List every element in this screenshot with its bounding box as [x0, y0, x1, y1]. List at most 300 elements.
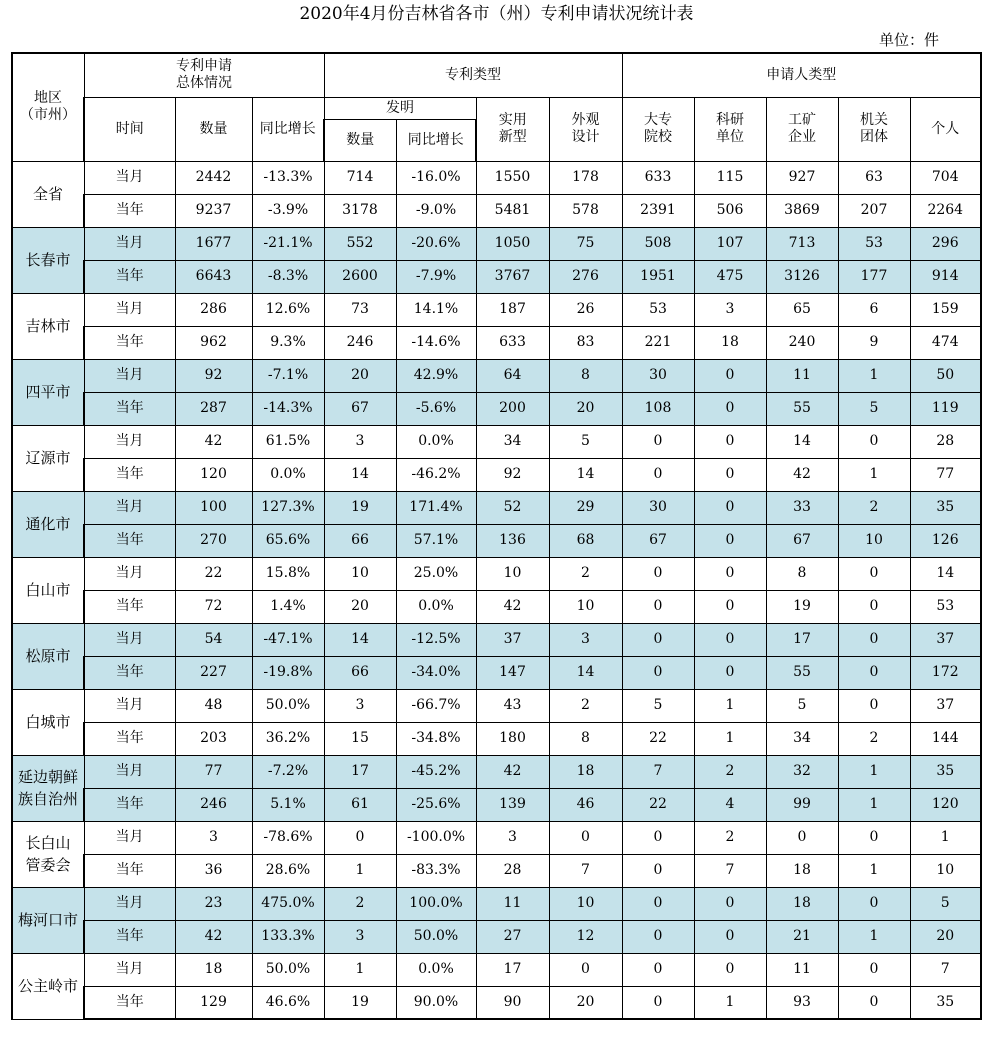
value-cell: 0 — [694, 524, 766, 557]
region-cell: 松原市 — [12, 623, 84, 689]
value-cell: 0 — [622, 854, 694, 887]
value-cell: 65.6% — [252, 524, 324, 557]
time-cell: 当年 — [84, 590, 175, 623]
value-cell: 207 — [838, 194, 910, 227]
table-row — [12, 920, 981, 953]
time-cell: 当月 — [84, 425, 175, 458]
value-cell: -34.0% — [396, 656, 476, 689]
value-cell: 6643 — [175, 260, 252, 293]
value-cell: 120 — [175, 458, 252, 491]
value-cell: 240 — [766, 326, 838, 359]
value-cell: 0 — [622, 557, 694, 590]
value-cell: 11 — [766, 953, 838, 986]
value-cell: 474 — [910, 326, 981, 359]
value-cell: 100.0% — [396, 887, 476, 920]
value-cell: 73 — [324, 293, 396, 326]
value-cell: 3869 — [766, 194, 838, 227]
value-cell: 10 — [549, 887, 622, 920]
value-cell: 3 — [324, 425, 396, 458]
value-cell: 20 — [549, 392, 622, 425]
time-cell: 当月 — [84, 359, 175, 392]
count-header: 数量 — [175, 97, 252, 161]
value-cell: 92 — [175, 359, 252, 392]
research-header: 科研 单位 — [694, 97, 766, 161]
value-cell: -8.3% — [252, 260, 324, 293]
value-cell: 1050 — [476, 227, 549, 260]
value-cell: 2264 — [910, 194, 981, 227]
value-cell: 9 — [838, 326, 910, 359]
time-cell: 当年 — [84, 788, 175, 821]
value-cell: 14 — [910, 557, 981, 590]
value-cell: 10 — [838, 524, 910, 557]
value-cell: 0 — [694, 887, 766, 920]
value-cell: 28 — [476, 854, 549, 887]
individual-header: 个人 — [910, 97, 981, 161]
value-cell: 144 — [910, 722, 981, 755]
table-row — [12, 359, 981, 392]
value-cell: 61.5% — [252, 425, 324, 458]
value-cell: -12.5% — [396, 623, 476, 656]
value-cell: 42 — [476, 590, 549, 623]
value-cell: 12 — [549, 920, 622, 953]
value-cell: 0 — [694, 392, 766, 425]
value-cell: 0 — [622, 953, 694, 986]
value-cell: 18 — [549, 755, 622, 788]
value-cell: 34 — [766, 722, 838, 755]
value-cell: 2442 — [175, 161, 252, 194]
value-cell: 20 — [324, 590, 396, 623]
value-cell: 15.8% — [252, 557, 324, 590]
value-cell: 18 — [766, 854, 838, 887]
value-cell: 200 — [476, 392, 549, 425]
time-cell: 当月 — [84, 689, 175, 722]
value-cell: 72 — [175, 590, 252, 623]
value-cell: 187 — [476, 293, 549, 326]
value-cell: 0 — [838, 986, 910, 1019]
value-cell: 1 — [324, 854, 396, 887]
time-cell: 当年 — [84, 194, 175, 227]
value-cell: 19 — [766, 590, 838, 623]
value-cell: 0 — [622, 920, 694, 953]
value-cell: -34.8% — [396, 722, 476, 755]
value-cell: 29 — [549, 491, 622, 524]
region-cell: 四平市 — [12, 359, 84, 425]
value-cell: 0 — [622, 425, 694, 458]
value-cell: -14.3% — [252, 392, 324, 425]
value-cell: -7.1% — [252, 359, 324, 392]
value-cell: 475 — [694, 260, 766, 293]
value-cell: 57.1% — [396, 524, 476, 557]
value-cell: 159 — [910, 293, 981, 326]
value-cell: -21.1% — [252, 227, 324, 260]
value-cell: 11 — [766, 359, 838, 392]
value-cell: 0 — [766, 821, 838, 854]
value-cell: 3 — [549, 623, 622, 656]
value-cell: 914 — [910, 260, 981, 293]
value-cell: 508 — [622, 227, 694, 260]
value-cell: 5.1% — [252, 788, 324, 821]
design-header: 外观 设计 — [549, 97, 622, 161]
table-row — [12, 590, 981, 623]
table-row — [12, 491, 981, 524]
table-row — [12, 788, 981, 821]
value-cell: 1 — [694, 689, 766, 722]
value-cell: 17 — [324, 755, 396, 788]
value-cell: 10 — [476, 557, 549, 590]
value-cell: 246 — [324, 326, 396, 359]
value-cell: 7 — [622, 755, 694, 788]
value-cell: 100 — [175, 491, 252, 524]
value-cell: 20 — [324, 359, 396, 392]
value-cell: 10 — [324, 557, 396, 590]
table-row — [12, 227, 981, 260]
value-cell: 35 — [910, 491, 981, 524]
value-cell: 23 — [175, 887, 252, 920]
value-cell: 25.0% — [396, 557, 476, 590]
value-cell: -83.3% — [396, 854, 476, 887]
value-cell: 5 — [766, 689, 838, 722]
value-cell: 5 — [549, 425, 622, 458]
value-cell: 127.3% — [252, 491, 324, 524]
value-cell: 0.0% — [396, 425, 476, 458]
time-cell: 当月 — [84, 821, 175, 854]
table-row — [12, 821, 981, 854]
value-cell: 3178 — [324, 194, 396, 227]
value-cell: 2 — [838, 491, 910, 524]
value-cell: 26 — [549, 293, 622, 326]
table-row — [12, 458, 981, 491]
value-cell: 2 — [694, 821, 766, 854]
value-cell: 0 — [694, 458, 766, 491]
value-cell: 10 — [549, 590, 622, 623]
value-cell: 2 — [549, 689, 622, 722]
value-cell: 20 — [910, 920, 981, 953]
value-cell: 18 — [175, 953, 252, 986]
value-cell: 5 — [838, 392, 910, 425]
region-cell: 辽源市 — [12, 425, 84, 491]
value-cell: 172 — [910, 656, 981, 689]
value-cell: 7 — [549, 854, 622, 887]
time-cell: 当年 — [84, 524, 175, 557]
value-cell: 17 — [476, 953, 549, 986]
value-cell: 552 — [324, 227, 396, 260]
value-cell: 0 — [694, 623, 766, 656]
value-cell: 177 — [838, 260, 910, 293]
value-cell: 108 — [622, 392, 694, 425]
value-cell: 5 — [910, 887, 981, 920]
value-cell: 0 — [622, 887, 694, 920]
applicant-type-header: 申请人类型 — [622, 53, 981, 97]
value-cell: 0 — [622, 458, 694, 491]
value-cell: 286 — [175, 293, 252, 326]
value-cell: -9.0% — [396, 194, 476, 227]
value-cell: 578 — [549, 194, 622, 227]
value-cell: 296 — [910, 227, 981, 260]
value-cell: 107 — [694, 227, 766, 260]
value-cell: 10 — [910, 854, 981, 887]
value-cell: 133.3% — [252, 920, 324, 953]
value-cell: 3 — [324, 689, 396, 722]
time-cell: 当年 — [84, 260, 175, 293]
table-row — [12, 425, 981, 458]
value-cell: -45.2% — [396, 755, 476, 788]
value-cell: 0 — [622, 656, 694, 689]
value-cell: 66 — [324, 524, 396, 557]
value-cell: 1 — [324, 953, 396, 986]
value-cell: 42 — [175, 920, 252, 953]
value-cell: 276 — [549, 260, 622, 293]
region-cell: 公主岭市 — [12, 953, 84, 1019]
value-cell: 11 — [476, 887, 549, 920]
value-cell: 35 — [910, 986, 981, 1019]
value-cell: 14 — [549, 656, 622, 689]
value-cell: 0.0% — [252, 458, 324, 491]
value-cell: 99 — [766, 788, 838, 821]
value-cell: 227 — [175, 656, 252, 689]
value-cell: 17 — [766, 623, 838, 656]
table-row — [12, 623, 981, 656]
value-cell: 962 — [175, 326, 252, 359]
invention-header: 发明 — [324, 97, 476, 119]
value-cell: 42.9% — [396, 359, 476, 392]
value-cell: -7.2% — [252, 755, 324, 788]
value-cell: 1 — [838, 755, 910, 788]
time-cell: 当月 — [84, 623, 175, 656]
value-cell: 22 — [622, 788, 694, 821]
value-cell: 0 — [838, 623, 910, 656]
region-cell: 长春市 — [12, 227, 84, 293]
value-cell: 20 — [549, 986, 622, 1019]
value-cell: 2391 — [622, 194, 694, 227]
value-cell: 18 — [766, 887, 838, 920]
time-cell: 当月 — [84, 887, 175, 920]
value-cell: 27 — [476, 920, 549, 953]
value-cell: 67 — [622, 524, 694, 557]
patent-type-header: 专利类型 — [324, 53, 622, 97]
value-cell: 0 — [838, 425, 910, 458]
value-cell: 0 — [838, 557, 910, 590]
value-cell: 1 — [838, 788, 910, 821]
value-cell: 14 — [549, 458, 622, 491]
value-cell: 8 — [549, 722, 622, 755]
yoy-header: 同比增长 — [252, 97, 324, 161]
value-cell: 0 — [694, 590, 766, 623]
region-cell: 梅河口市 — [12, 887, 84, 953]
table-row — [12, 293, 981, 326]
region-cell: 白山市 — [12, 557, 84, 623]
value-cell: 1550 — [476, 161, 549, 194]
value-cell: 0 — [838, 821, 910, 854]
value-cell: 0 — [622, 590, 694, 623]
value-cell: -16.0% — [396, 161, 476, 194]
value-cell: 0 — [838, 953, 910, 986]
value-cell: 48 — [175, 689, 252, 722]
value-cell: 37 — [910, 623, 981, 656]
time-cell: 当年 — [84, 854, 175, 887]
value-cell: 83 — [549, 326, 622, 359]
value-cell: 42 — [175, 425, 252, 458]
value-cell: 32 — [766, 755, 838, 788]
value-cell: 93 — [766, 986, 838, 1019]
value-cell: 0 — [622, 623, 694, 656]
value-cell: 5481 — [476, 194, 549, 227]
value-cell: 46.6% — [252, 986, 324, 1019]
value-cell: 1 — [838, 920, 910, 953]
value-cell: 4 — [694, 788, 766, 821]
time-cell: 当年 — [84, 458, 175, 491]
time-cell: 当月 — [84, 293, 175, 326]
value-cell: 1951 — [622, 260, 694, 293]
table-row — [12, 953, 981, 986]
value-cell: 43 — [476, 689, 549, 722]
statistics-table — [11, 52, 982, 1020]
value-cell: 2 — [694, 755, 766, 788]
value-cell: 66 — [324, 656, 396, 689]
table-row — [12, 326, 981, 359]
table-row — [12, 392, 981, 425]
value-cell: 1 — [838, 458, 910, 491]
value-cell: 55 — [766, 392, 838, 425]
value-cell: 0 — [549, 821, 622, 854]
value-cell: 3767 — [476, 260, 549, 293]
value-cell: 2600 — [324, 260, 396, 293]
value-cell: 1 — [694, 722, 766, 755]
college-header: 大专 院校 — [622, 97, 694, 161]
value-cell: 33 — [766, 491, 838, 524]
value-cell: 50 — [910, 359, 981, 392]
value-cell: 178 — [549, 161, 622, 194]
value-cell: 14 — [766, 425, 838, 458]
value-cell: 77 — [175, 755, 252, 788]
overall-header: 专利申请 总体情况 — [84, 53, 324, 97]
table-row — [12, 887, 981, 920]
value-cell: 0 — [694, 425, 766, 458]
value-cell: 3126 — [766, 260, 838, 293]
value-cell: 0 — [549, 953, 622, 986]
value-cell: -14.6% — [396, 326, 476, 359]
value-cell: 0 — [838, 656, 910, 689]
time-cell: 当月 — [84, 953, 175, 986]
table-row — [12, 986, 981, 1019]
value-cell: 30 — [622, 359, 694, 392]
value-cell: 1 — [694, 986, 766, 1019]
value-cell: 0 — [838, 689, 910, 722]
value-cell: 171.4% — [396, 491, 476, 524]
value-cell: -7.9% — [396, 260, 476, 293]
value-cell: 28.6% — [252, 854, 324, 887]
value-cell: 633 — [622, 161, 694, 194]
value-cell: 50.0% — [252, 953, 324, 986]
value-cell: 704 — [910, 161, 981, 194]
value-cell: 50.0% — [252, 689, 324, 722]
value-cell: -20.6% — [396, 227, 476, 260]
value-cell: 53 — [910, 590, 981, 623]
region-cell: 延边朝鲜 族自治州 — [12, 755, 84, 821]
value-cell: 53 — [622, 293, 694, 326]
value-cell: -3.9% — [252, 194, 324, 227]
value-cell: 30 — [622, 491, 694, 524]
value-cell: 46 — [549, 788, 622, 821]
table-row — [12, 524, 981, 557]
value-cell: 9.3% — [252, 326, 324, 359]
value-cell: 50.0% — [396, 920, 476, 953]
value-cell: 136 — [476, 524, 549, 557]
time-cell: 当月 — [84, 491, 175, 524]
value-cell: 90.0% — [396, 986, 476, 1019]
value-cell: 61 — [324, 788, 396, 821]
value-cell: 180 — [476, 722, 549, 755]
region-cell: 全省 — [12, 161, 84, 227]
value-cell: 34 — [476, 425, 549, 458]
value-cell: 1.4% — [252, 590, 324, 623]
value-cell: -5.6% — [396, 392, 476, 425]
value-cell: 246 — [175, 788, 252, 821]
value-cell: 22 — [622, 722, 694, 755]
value-cell: -25.6% — [396, 788, 476, 821]
value-cell: -78.6% — [252, 821, 324, 854]
value-cell: 633 — [476, 326, 549, 359]
value-cell: 7 — [910, 953, 981, 986]
table-row — [12, 656, 981, 689]
agency-header: 机关 团体 — [838, 97, 910, 161]
time-cell: 当年 — [84, 722, 175, 755]
value-cell: -100.0% — [396, 821, 476, 854]
value-cell: 92 — [476, 458, 549, 491]
value-cell: 14.1% — [396, 293, 476, 326]
value-cell: 5 — [622, 689, 694, 722]
utility-header: 实用 新型 — [476, 97, 549, 161]
value-cell: 3 — [324, 920, 396, 953]
value-cell: 0 — [694, 920, 766, 953]
value-cell: 42 — [476, 755, 549, 788]
value-cell: 65 — [766, 293, 838, 326]
value-cell: 0 — [622, 821, 694, 854]
value-cell: 0 — [694, 953, 766, 986]
value-cell: 36.2% — [252, 722, 324, 755]
value-cell: 126 — [910, 524, 981, 557]
value-cell: 55 — [766, 656, 838, 689]
invention-yoy-header: 同比增长 — [396, 119, 476, 161]
value-cell: 0 — [622, 986, 694, 1019]
value-cell: 14 — [324, 623, 396, 656]
value-cell: 37 — [476, 623, 549, 656]
value-cell: 1677 — [175, 227, 252, 260]
time-cell: 当月 — [84, 227, 175, 260]
invention-count-header: 数量 — [324, 119, 396, 161]
value-cell: 1 — [910, 821, 981, 854]
region-cell: 白城市 — [12, 689, 84, 755]
value-cell: 0.0% — [396, 953, 476, 986]
value-cell: 927 — [766, 161, 838, 194]
value-cell: 0 — [838, 887, 910, 920]
value-cell: 53 — [838, 227, 910, 260]
region-cell: 吉林市 — [12, 293, 84, 359]
value-cell: 8 — [766, 557, 838, 590]
value-cell: -47.1% — [252, 623, 324, 656]
value-cell: 475.0% — [252, 887, 324, 920]
region-header: 地区 （市州） — [12, 53, 84, 161]
value-cell: 8 — [549, 359, 622, 392]
value-cell: 68 — [549, 524, 622, 557]
value-cell: 22 — [175, 557, 252, 590]
value-cell: 3 — [476, 821, 549, 854]
value-cell: 15 — [324, 722, 396, 755]
value-cell: -13.3% — [252, 161, 324, 194]
time-cell: 当月 — [84, 557, 175, 590]
value-cell: 714 — [324, 161, 396, 194]
value-cell: 2 — [549, 557, 622, 590]
time-cell: 当年 — [84, 986, 175, 1019]
